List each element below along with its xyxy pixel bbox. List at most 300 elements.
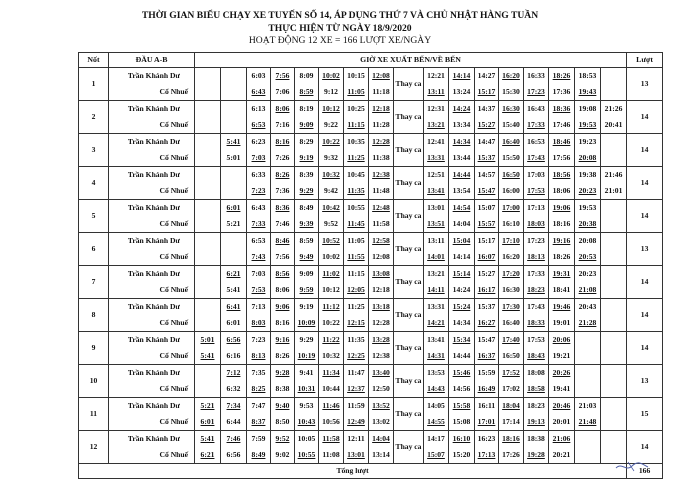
time-cell: 19:06 — [549, 200, 575, 217]
time-cell: 14:47 — [475, 134, 499, 151]
time-cell — [221, 167, 247, 184]
time-cell — [601, 266, 627, 283]
time-cell: 7:46 — [271, 216, 295, 233]
timetable — [78, 52, 663, 479]
time-cell: 16:40 — [499, 315, 524, 332]
time-cell: 18:53 — [575, 68, 601, 85]
time-cell: 17:33 — [524, 117, 549, 134]
time-cell: 12:51 — [424, 167, 449, 184]
total-row — [79, 464, 663, 479]
time-cell: 15:40 — [499, 117, 524, 134]
time-cell: 10:43 — [295, 414, 319, 431]
time-cell: 18:36 — [549, 101, 575, 118]
time-cell: 13:01 — [344, 447, 369, 464]
time-cell: 13:41 — [424, 183, 449, 200]
time-cell: 16:10 — [499, 216, 524, 233]
time-cell: 17:13 — [524, 200, 549, 217]
time-cell — [221, 249, 247, 266]
table-row — [79, 101, 663, 118]
time-cell: 8:06 — [271, 282, 295, 299]
time-cell: 17:36 — [549, 84, 575, 101]
time-cell: 18:43 — [524, 348, 549, 365]
time-cell: 10:31 — [295, 381, 319, 398]
time-cell: 9:41 — [295, 365, 319, 382]
time-cell: 19:53 — [575, 200, 601, 217]
time-cell: 6:32 — [221, 381, 247, 398]
time-cell — [601, 216, 627, 233]
shift-change-label: Thay ca — [394, 299, 424, 332]
time-cell: 14:44 — [449, 167, 475, 184]
time-cell: 19:21 — [549, 348, 575, 365]
time-cell: 15:27 — [475, 266, 499, 283]
time-cell: 12:48 — [369, 200, 394, 217]
header-gio: GIỜ XE XUẤT BẾN/VỀ BẾN — [195, 53, 627, 68]
time-cell: 16:40 — [499, 134, 524, 151]
time-cell: 8:16 — [271, 134, 295, 151]
time-cell: 11:35 — [344, 183, 369, 200]
table-row — [79, 266, 663, 283]
time-cell: 10:25 — [344, 101, 369, 118]
time-cell — [601, 233, 627, 250]
time-cell: 11:35 — [344, 332, 369, 349]
time-cell: 7:36 — [271, 183, 295, 200]
time-cell: 8:49 — [247, 447, 271, 464]
time-cell: 21:01 — [601, 183, 627, 200]
time-cell: 8:26 — [271, 167, 295, 184]
time-cell: 12:41 — [424, 134, 449, 151]
time-cell: 17:26 — [499, 447, 524, 464]
time-cell: 16:33 — [524, 68, 549, 85]
table-row — [79, 381, 663, 398]
title-line-2: THỰC HIỆN TỪ NGÀY 18/9/2020 — [268, 23, 412, 34]
time-cell: 7:33 — [247, 216, 271, 233]
luot-count: 14 — [627, 167, 663, 200]
time-cell: 8:49 — [295, 200, 319, 217]
time-cell: 9:52 — [319, 216, 344, 233]
time-cell: 10:15 — [344, 68, 369, 85]
time-cell: 15:46 — [449, 365, 475, 382]
time-cell: 17:30 — [499, 299, 524, 316]
time-cell: 21:48 — [575, 414, 601, 431]
route-end-label: Cổ Nhuế — [109, 282, 195, 299]
time-cell — [601, 332, 627, 349]
timetable-body — [79, 68, 663, 464]
time-cell: 8:38 — [271, 381, 295, 398]
time-cell: 18:38 — [524, 431, 549, 448]
time-cell: 6:16 — [221, 348, 247, 365]
time-cell: 7:56 — [271, 249, 295, 266]
time-cell: 6:01 — [221, 200, 247, 217]
time-cell: 7:46 — [221, 431, 247, 448]
route-end-label: Cổ Nhuế — [109, 315, 195, 332]
time-cell — [221, 233, 247, 250]
route-end-label: Cổ Nhuế — [109, 183, 195, 200]
time-cell: 14:37 — [475, 101, 499, 118]
luot-count: 14 — [627, 101, 663, 134]
shift-change-label: Thay ca — [394, 101, 424, 134]
time-cell: 18:04 — [499, 398, 524, 415]
table-row — [79, 332, 663, 349]
time-cell: 5:01 — [221, 150, 247, 167]
time-cell — [195, 216, 221, 233]
time-cell: 20:38 — [575, 216, 601, 233]
time-cell: 18:33 — [524, 315, 549, 332]
time-cell: 15:14 — [449, 266, 475, 283]
time-cell — [195, 101, 221, 118]
row-number: 7 — [79, 266, 109, 299]
time-cell: 10:42 — [319, 200, 344, 217]
time-cell: 13:53 — [424, 365, 449, 382]
time-cell: 15:07 — [424, 447, 449, 464]
time-cell: 12:15 — [344, 315, 369, 332]
time-cell — [601, 68, 627, 85]
time-cell: 13:31 — [424, 150, 449, 167]
time-cell: 15:17 — [475, 84, 499, 101]
time-cell: 10:05 — [295, 431, 319, 448]
table-row — [79, 282, 663, 299]
time-cell — [195, 282, 221, 299]
time-cell — [601, 282, 627, 299]
route-start-label: Trần Khánh Dư — [109, 200, 195, 217]
time-cell: 17:00 — [499, 200, 524, 217]
row-number: 11 — [79, 398, 109, 431]
time-cell: 10:35 — [344, 134, 369, 151]
time-cell: 12:18 — [369, 282, 394, 299]
table-row — [79, 167, 663, 184]
time-cell: 20:41 — [601, 117, 627, 134]
time-cell: 11:18 — [369, 84, 394, 101]
time-cell: 9:53 — [295, 398, 319, 415]
time-cell: 14:57 — [475, 167, 499, 184]
time-cell: 9:49 — [295, 249, 319, 266]
time-cell: 9:39 — [295, 216, 319, 233]
time-cell — [221, 117, 247, 134]
time-cell: 9:59 — [295, 282, 319, 299]
time-cell: 17:56 — [549, 150, 575, 167]
header-luot: Lượt — [627, 53, 663, 68]
time-cell: 6:33 — [247, 167, 271, 184]
time-cell: 11:15 — [344, 266, 369, 283]
time-cell — [195, 365, 221, 382]
time-cell: 7:23 — [247, 332, 271, 349]
route-start-label: Trần Khánh Dư — [109, 299, 195, 316]
time-cell: 16:07 — [475, 249, 499, 266]
time-cell: 10:32 — [319, 167, 344, 184]
time-cell: 9:09 — [295, 117, 319, 134]
shift-change-label: Thay ca — [394, 365, 424, 398]
time-cell — [195, 167, 221, 184]
time-cell: 7:26 — [271, 150, 295, 167]
time-cell: 15:07 — [475, 200, 499, 217]
time-cell: 17:03 — [524, 167, 549, 184]
time-cell: 11:08 — [319, 447, 344, 464]
time-cell: 7:34 — [221, 398, 247, 415]
shift-change-label: Thay ca — [394, 167, 424, 200]
time-cell: 8:59 — [295, 84, 319, 101]
row-number: 2 — [79, 101, 109, 134]
time-cell — [575, 447, 601, 464]
time-cell: 14:27 — [475, 68, 499, 85]
luot-count: 14 — [627, 134, 663, 167]
time-cell: 12:37 — [344, 381, 369, 398]
time-cell: 16:23 — [475, 431, 499, 448]
time-cell: 20:46 — [549, 398, 575, 415]
row-number: 10 — [79, 365, 109, 398]
time-cell: 6:43 — [247, 84, 271, 101]
time-cell: 20:08 — [575, 233, 601, 250]
time-cell: 10:12 — [319, 282, 344, 299]
time-cell — [195, 249, 221, 266]
row-number: 6 — [79, 233, 109, 266]
time-cell: 17:43 — [524, 150, 549, 167]
title-line-3: HOẠT ĐỘNG 12 XE = 166 LƯỢT XE/NGÀY — [248, 35, 432, 46]
time-cell — [221, 183, 247, 200]
signature-mark — [614, 458, 654, 474]
total-label: Tổng lượt — [79, 464, 627, 479]
table-row — [79, 183, 663, 200]
time-cell: 9:32 — [319, 150, 344, 167]
time-cell: 6:23 — [247, 134, 271, 151]
time-cell: 19:28 — [524, 447, 549, 464]
time-cell: 19:16 — [549, 233, 575, 250]
table-header-row — [79, 53, 663, 68]
time-cell — [601, 414, 627, 431]
time-cell: 11:55 — [344, 249, 369, 266]
time-cell: 11:02 — [319, 266, 344, 283]
luot-count: 13 — [627, 365, 663, 398]
time-cell — [601, 365, 627, 382]
time-cell — [601, 348, 627, 365]
time-cell: 20:26 — [549, 365, 575, 382]
time-cell: 14:56 — [449, 381, 475, 398]
time-cell — [575, 381, 601, 398]
route-end-label: Cổ Nhuế — [109, 249, 195, 266]
time-cell: 6:56 — [221, 332, 247, 349]
time-cell: 11:59 — [344, 398, 369, 415]
time-cell: 13:51 — [424, 216, 449, 233]
route-start-label: Trần Khánh Dư — [109, 266, 195, 283]
time-cell: 6:21 — [221, 266, 247, 283]
time-cell: 19:53 — [575, 117, 601, 134]
time-cell — [601, 315, 627, 332]
time-cell: 13:02 — [369, 414, 394, 431]
time-cell: 17:53 — [524, 332, 549, 349]
table-row — [79, 68, 663, 85]
time-cell: 19:41 — [549, 381, 575, 398]
time-cell: 13:54 — [449, 183, 475, 200]
time-cell: 21:03 — [575, 398, 601, 415]
time-cell: 17:23 — [524, 233, 549, 250]
time-cell: 6:21 — [195, 447, 221, 464]
time-cell: 7:03 — [247, 266, 271, 283]
table-row — [79, 299, 663, 316]
row-number: 12 — [79, 431, 109, 464]
route-start-label: Trần Khánh Dư — [109, 101, 195, 118]
table-row — [79, 431, 663, 448]
time-cell: 15:58 — [449, 398, 475, 415]
time-cell: 15:59 — [475, 365, 499, 382]
time-cell — [195, 117, 221, 134]
shift-change-label: Thay ca — [394, 233, 424, 266]
time-cell: 15:20 — [449, 447, 475, 464]
time-cell: 10:22 — [319, 315, 344, 332]
time-cell: 18:26 — [549, 249, 575, 266]
time-cell: 8:37 — [247, 414, 271, 431]
route-start-label: Trần Khánh Dư — [109, 68, 195, 85]
route-end-label: Cổ Nhuế — [109, 414, 195, 431]
time-cell: 17:01 — [475, 414, 499, 431]
time-cell: 10:52 — [319, 233, 344, 250]
row-number: 4 — [79, 167, 109, 200]
time-cell: 16:49 — [475, 381, 499, 398]
time-cell: 18:26 — [549, 68, 575, 85]
luot-count: 13 — [627, 233, 663, 266]
shift-change-label: Thay ca — [394, 266, 424, 299]
time-cell: 20:43 — [575, 299, 601, 316]
time-cell: 11:38 — [369, 150, 394, 167]
time-cell: 14:24 — [449, 282, 475, 299]
time-cell: 21:46 — [601, 167, 627, 184]
time-cell: 7:23 — [247, 183, 271, 200]
time-cell: 6:01 — [195, 414, 221, 431]
time-cell — [575, 365, 601, 382]
time-cell: 9:02 — [271, 447, 295, 464]
luot-count: 14 — [627, 200, 663, 233]
time-cell: 17:33 — [524, 266, 549, 283]
time-cell: 6:41 — [221, 299, 247, 316]
time-cell: 8:09 — [295, 68, 319, 85]
time-cell: 17:02 — [499, 381, 524, 398]
time-cell: 13:31 — [424, 299, 449, 316]
time-cell: 6:03 — [247, 68, 271, 85]
time-cell: 5:21 — [195, 398, 221, 415]
table-row — [79, 84, 663, 101]
route-end-label: Cổ Nhuế — [109, 150, 195, 167]
time-cell — [195, 84, 221, 101]
time-cell: 18:41 — [549, 282, 575, 299]
time-cell: 20:23 — [575, 266, 601, 283]
luot-count: 14 — [627, 431, 663, 464]
time-cell: 9:12 — [319, 84, 344, 101]
time-cell — [221, 68, 247, 85]
time-cell: 8:50 — [271, 414, 295, 431]
time-cell — [601, 299, 627, 316]
time-cell: 15:37 — [475, 299, 499, 316]
route-end-label: Cổ Nhuế — [109, 447, 195, 464]
time-cell: 11:22 — [319, 332, 344, 349]
time-cell: 9:40 — [271, 398, 295, 415]
time-cell: 14:24 — [449, 101, 475, 118]
time-cell: 5:21 — [221, 216, 247, 233]
route-start-label: Trần Khánh Dư — [109, 431, 195, 448]
time-cell: 19:38 — [575, 167, 601, 184]
time-cell: 13:11 — [424, 84, 449, 101]
luot-count: 14 — [627, 299, 663, 332]
time-cell: 16:00 — [499, 183, 524, 200]
time-cell: 9:29 — [295, 332, 319, 349]
time-cell — [195, 200, 221, 217]
time-cell: 14:31 — [424, 348, 449, 365]
time-cell: 11:05 — [344, 233, 369, 250]
time-cell: 9:42 — [319, 183, 344, 200]
time-cell: 5:41 — [221, 282, 247, 299]
time-cell: 18:58 — [524, 381, 549, 398]
route-end-label: Cổ Nhuế — [109, 216, 195, 233]
time-cell: 10:02 — [319, 68, 344, 85]
time-cell: 19:08 — [575, 101, 601, 118]
time-cell: 7:13 — [247, 299, 271, 316]
time-cell: 11:28 — [369, 117, 394, 134]
table-row — [79, 150, 663, 167]
time-cell: 11:46 — [319, 398, 344, 415]
route-start-label: Trần Khánh Dư — [109, 398, 195, 415]
time-cell: 9:09 — [295, 266, 319, 283]
time-cell: 6:56 — [221, 447, 247, 464]
time-cell: 17:52 — [499, 365, 524, 382]
header-not: Nốt — [79, 53, 109, 68]
time-cell: 11:12 — [319, 299, 344, 316]
time-cell: 9:19 — [295, 299, 319, 316]
time-cell: 13:44 — [449, 150, 475, 167]
time-cell: 17:43 — [524, 299, 549, 316]
time-cell: 15:24 — [449, 299, 475, 316]
time-cell — [195, 150, 221, 167]
route-start-label: Trần Khánh Dư — [109, 332, 195, 349]
time-cell: 8:56 — [271, 266, 295, 283]
time-cell: 5:41 — [195, 348, 221, 365]
header-dau: ĐẦU A-B — [109, 53, 195, 68]
time-cell: 21:26 — [601, 101, 627, 118]
time-cell — [221, 101, 247, 118]
time-cell: 8:25 — [247, 381, 271, 398]
time-cell: 8:03 — [247, 315, 271, 332]
time-cell: 13:34 — [449, 117, 475, 134]
time-cell: 13:21 — [424, 266, 449, 283]
table-row — [79, 200, 663, 217]
time-cell: 11:58 — [369, 216, 394, 233]
time-cell: 18:23 — [524, 282, 549, 299]
row-number: 3 — [79, 134, 109, 167]
time-cell: 14:34 — [449, 134, 475, 151]
shift-change-label: Thay ca — [394, 134, 424, 167]
time-cell — [601, 398, 627, 415]
time-cell: 16:30 — [499, 101, 524, 118]
time-cell: 14:04 — [369, 431, 394, 448]
time-cell: 15:34 — [449, 332, 475, 349]
time-cell: 14:34 — [449, 315, 475, 332]
table-row — [79, 249, 663, 266]
time-cell: 12:18 — [369, 101, 394, 118]
time-cell: 7:59 — [247, 431, 271, 448]
time-cell: 17:13 — [475, 447, 499, 464]
time-cell: 6:44 — [221, 414, 247, 431]
time-cell: 10:12 — [319, 101, 344, 118]
time-cell: 14:14 — [449, 249, 475, 266]
table-row — [79, 233, 663, 250]
time-cell: 8:46 — [271, 233, 295, 250]
time-cell: 15:17 — [475, 233, 499, 250]
time-cell — [195, 315, 221, 332]
time-cell: 21:28 — [575, 315, 601, 332]
time-cell: 11:45 — [344, 216, 369, 233]
table-row — [79, 216, 663, 233]
time-cell: 12:11 — [344, 431, 369, 448]
time-cell: 8:26 — [271, 348, 295, 365]
time-cell: 14:54 — [449, 200, 475, 217]
time-cell: 20:06 — [549, 332, 575, 349]
total-value: 166 — [627, 464, 663, 479]
time-cell: 7:12 — [221, 365, 247, 382]
